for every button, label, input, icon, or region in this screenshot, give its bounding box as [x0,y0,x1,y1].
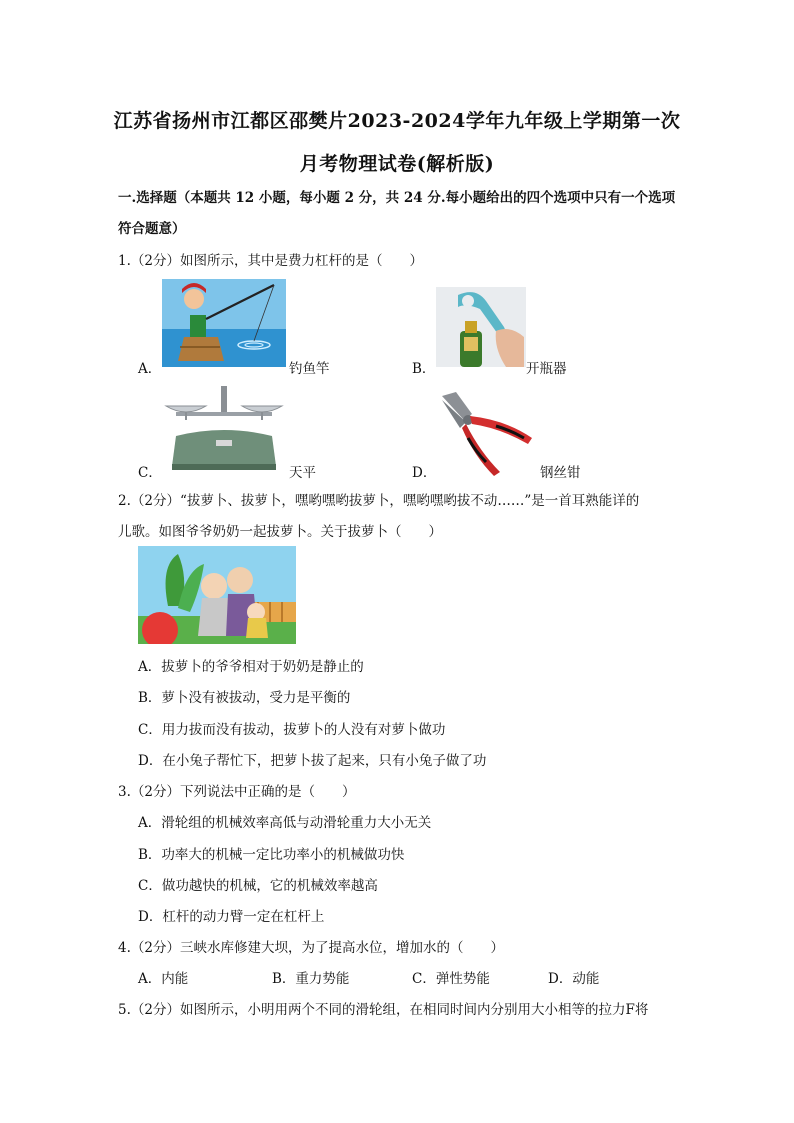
exam-title-line1: 江苏省扬州市江都区邵樊片2023-2024学年九年级上学期第一次 [113,110,681,132]
q1-option-c-label: 天平 [289,465,316,481]
balance-scale-image [162,382,286,474]
pulling-radish-image [138,546,296,644]
q1-option-c-letter: C． [138,465,162,481]
q3-stem: 3.（2分）下列说法中正确的是（ ） [118,784,356,800]
bottle-opener-image [436,287,526,367]
fishing-rod-image [162,279,286,367]
q4-stem: 4.（2分）三峡水库修建大坝，为了提高水位，增加水的（ ） [118,940,504,956]
exam-title-line2: 月考物理试卷(解析版) [299,153,495,175]
q3-option-d: D．杠杆的动力臂一定在杠杆上 [138,909,325,925]
q3-option-b: B．功率大的机械一定比功率小的机械做功快 [138,847,405,863]
q5-stem: 5.（2分）如图所示，小明用两个不同的滑轮组，在相同时间内分别用大小相等的拉力F将 [118,1002,649,1018]
q1-option-b-letter: B． [412,361,436,377]
q2-stem-line2: 儿歌。如图爷爷奶奶一起拔萝卜。关于拔萝卜（ ） [118,524,442,540]
q2-option-c: C．用力拔而没有拔动，拔萝卜的人没有对萝卜做功 [138,722,446,738]
q2-option-a: A．拔萝卜的爷爷相对于奶奶是静止的 [138,659,364,675]
pliers-image [436,390,536,476]
q2-option-d: D．在小兔子帮忙下，把萝卜拔了起来，只有小兔子做了功 [138,753,487,769]
q2-stem-line1: 2.（2分）“拔萝卜、拔萝卜，嘿哟嘿哟拔萝卜，嘿哟嘿哟拔不动……”是一首耳熟能详的 [118,493,640,509]
section-heading: 一.选择题（本题共 12 小题，每小题 2 分，共 24 分.每小题给出的四个选项中只有一个选项 [118,190,676,206]
q1-option-d-label: 钢丝钳 [540,465,581,481]
q1-stem: 1.（2分）如图所示，其中是费力杠杆的是（ ） [118,253,423,269]
section-heading-cont: 符合题意） [118,221,186,237]
q4-option-d: D．动能 [548,971,600,987]
q3-option-c: C．做功越快的机械，它的机械效率越高 [138,878,378,894]
q1-option-a-letter: A． [138,361,162,377]
q4-option-c: C．弹性势能 [412,971,490,987]
q4-option-b: B．重力势能 [272,971,350,987]
q1-option-b-label: 开瓶器 [526,361,567,377]
q3-option-a: A．滑轮组的机械效率高低与动滑轮重力大小无关 [138,815,432,831]
q4-option-a: A．内能 [138,971,189,987]
q1-option-d-letter: D． [412,465,437,481]
q1-option-a-label: 钓鱼竿 [289,361,330,377]
q2-option-b: B．萝卜没有被拔动，受力是平衡的 [138,690,351,706]
